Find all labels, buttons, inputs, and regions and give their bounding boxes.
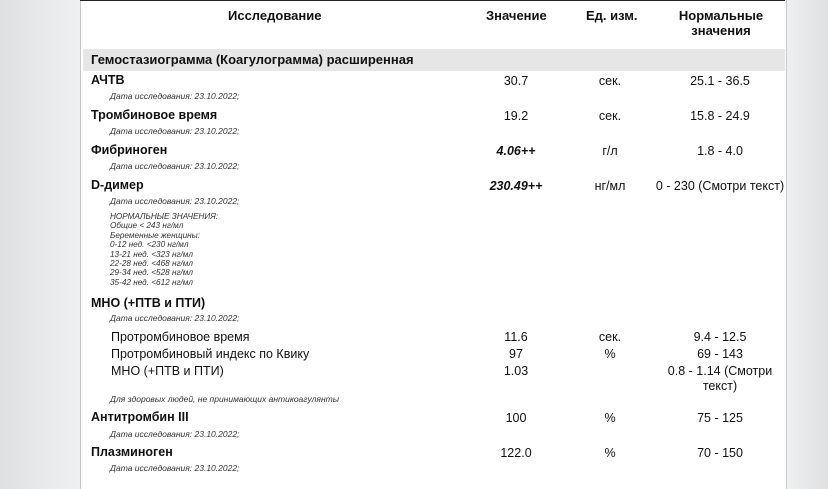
test-date: Дата исследования: 23.10.2022;: [110, 161, 240, 171]
test-normal: 75 - 125: [697, 411, 743, 425]
note-line: 13-21 нед. <323 нг/мл: [110, 249, 194, 259]
test-unit: %: [604, 411, 616, 425]
test-unit: г/л: [602, 144, 618, 158]
note-line: 35-42 нед. <612 нг/мл: [110, 277, 194, 287]
section-title: Гемостазиограмма (Коагулограмма) расширенная: [91, 52, 414, 67]
left-margin: [0, 0, 80, 489]
test-value: 100: [505, 411, 527, 425]
subtest-unit: сек.: [598, 330, 622, 344]
note-line: 0-12 нед. <230 нг/мл: [110, 240, 189, 250]
test-name: Фибриноген: [91, 143, 168, 157]
subtest-normal: 9.4 - 12.5: [693, 330, 747, 344]
test-group-name: МНО (+ПТВ и ПТИ): [91, 296, 206, 310]
test-value: 30.7: [503, 74, 529, 88]
test-date: Дата исследования: 23.10.2022;: [110, 126, 240, 136]
subtest-name: Протромбиновый индекс по Квику: [111, 347, 310, 361]
note-line: Общие < 243 нг/мл: [110, 221, 184, 231]
note-line: НОРМАЛЬНЫЕ ЗНАЧЕНИЯ:: [110, 212, 219, 221]
test-name: D-димер: [91, 178, 144, 192]
right-margin: [785, 0, 828, 489]
test-date: Дата исследования: 23.10.2022;: [110, 196, 240, 206]
test-date: Дата исследования: 23.10.2022;: [110, 313, 240, 323]
test-normal: 1.8 - 4.0: [697, 144, 743, 158]
subtest-value: 1.03: [503, 364, 529, 378]
test-date: Дата исследования: 23.10.2022;: [110, 463, 240, 473]
test-name: Антитромбин III: [91, 410, 189, 424]
note-line: 22-28 нед. <468 нг/мл: [110, 259, 194, 269]
subtest-normal-cont: текст): [702, 379, 738, 393]
test-normal: 25.1 - 36.5: [690, 74, 750, 88]
test-unit: сек.: [598, 74, 622, 88]
test-value: 122.0: [500, 446, 532, 460]
col-header-normal-2: значения: [691, 23, 751, 38]
test-value-abnormal: 230.49++: [489, 179, 543, 193]
test-value-abnormal: 4.06++: [496, 144, 536, 158]
test-normal: 15.8 - 24.9: [690, 109, 750, 123]
test-unit: сек.: [598, 109, 622, 123]
subtest-unit: %: [604, 347, 616, 361]
test-name: Тромбиновое время: [91, 108, 218, 122]
col-header-study: Исследование: [228, 8, 322, 23]
test-unit: нг/мл: [594, 179, 626, 193]
col-header-unit: Ед. изм.: [586, 8, 638, 23]
test-unit: %: [604, 446, 616, 460]
test-normal: 0 - 230 (Смотри текст): [655, 179, 785, 193]
subtest-normal: 69 - 143: [697, 347, 743, 361]
top-border: [80, 0, 785, 1]
ddimer-note: [110, 212, 218, 287]
subtest-name: МНО (+ПТВ и ПТИ): [111, 364, 224, 378]
test-date: Дата исследования: 23.10.2022;: [110, 429, 240, 439]
subtest-name: Протромбиновое время: [111, 330, 250, 344]
note-line: 29-34 нед. <528 нг/мл: [110, 268, 194, 278]
test-date: Дата исследования: 23.10.2022;: [110, 91, 240, 101]
test-name: Плазминоген: [91, 445, 173, 459]
note-line: Беременные женщины:: [110, 230, 200, 240]
test-value: 19.2: [503, 109, 529, 123]
subtest-normal: 0.8 - 1.14 (Смотри: [667, 364, 773, 378]
col-header-value: Значение: [486, 8, 547, 23]
subtest-value: 97: [509, 347, 523, 361]
test-normal: 70 - 150: [697, 446, 743, 460]
subtest-value: 11.6: [504, 330, 528, 344]
col-header-normal-1: Нормальные: [678, 8, 764, 23]
mno-note: Для здоровых людей, не принимающих антикоагулянты: [110, 394, 339, 404]
test-name: АЧТВ: [91, 73, 125, 87]
